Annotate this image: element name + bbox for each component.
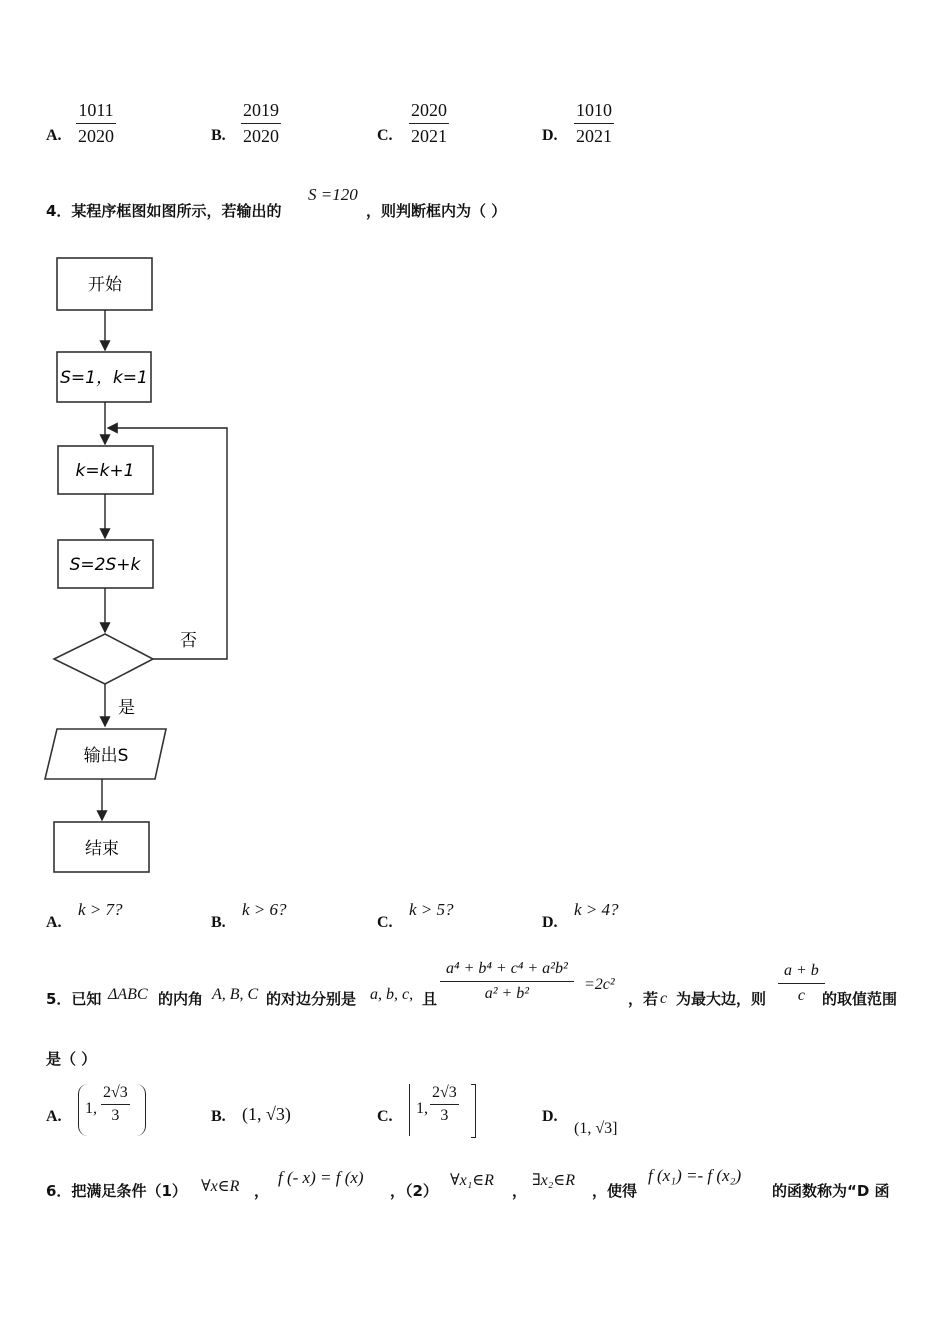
no-label: 否 (180, 631, 197, 651)
option-label: B. (211, 127, 226, 144)
init-label: S=1，k=1 (60, 368, 148, 388)
q6-stem (46, 1166, 926, 1206)
option-a-parens (78, 1084, 146, 1136)
option-fraction (101, 1084, 130, 1125)
q5-line2: 是（ ） (46, 1050, 97, 1068)
q6-text: ，（2） (390, 1182, 438, 1200)
numerator: 2020 (409, 100, 449, 124)
denominator: c (797, 987, 805, 1004)
q6-math: ∃x₂∈R (532, 1172, 575, 1189)
q5-options (46, 1082, 746, 1142)
step1-label: k=k+1 (75, 461, 135, 481)
yes-label: 是 (118, 698, 135, 718)
q5-text: 为最大边，则 (676, 990, 767, 1008)
q5-text: 的对边分别是 (266, 990, 357, 1008)
q5-text: 的内角 (158, 990, 204, 1008)
flowchart (40, 250, 250, 880)
q6-text: 的函数称为“D 函 (772, 1182, 890, 1200)
q3-options (46, 100, 746, 155)
option-text: k > 5? (409, 900, 454, 919)
option-left: 1, (85, 1100, 97, 1117)
option-label: C. (377, 1108, 393, 1125)
q5-rhs: =2c² (584, 976, 615, 993)
option-text: (1, √3] (574, 1120, 618, 1137)
q5-angles: A, B, C (212, 986, 259, 1003)
option-text: k > 6? (242, 900, 287, 919)
denominator: 3 (440, 1107, 449, 1124)
option-label: D. (542, 1108, 558, 1125)
option-left: 1, (416, 1100, 428, 1117)
q5-fraction2 (778, 962, 825, 1005)
option-label: A. (46, 127, 62, 144)
option-fraction (76, 100, 116, 147)
option-label: A. (46, 1108, 62, 1125)
q5-triangle: ΔABC (108, 986, 148, 1003)
start-label: 开始 (88, 275, 122, 295)
end-label: 结束 (85, 839, 119, 859)
numerator: 1011 (76, 100, 115, 124)
option-fraction (574, 100, 614, 147)
q6-text: ， (512, 1182, 528, 1200)
option-fraction (241, 100, 281, 147)
denominator: 2021 (411, 126, 447, 146)
output-label: 输出S (83, 746, 129, 766)
option-fraction (409, 100, 449, 147)
option-fraction (430, 1084, 459, 1125)
q5-text: ，若 (628, 990, 659, 1008)
numerator: 2√3 (430, 1084, 459, 1105)
option-label: B. (211, 914, 226, 931)
q6-math: ∀x₁∈R (450, 1172, 494, 1189)
numerator: 2√3 (101, 1084, 130, 1105)
q5-sides: a, b, c, (370, 986, 414, 1003)
q4-math: S =120 (308, 185, 358, 204)
option-label: B. (211, 1108, 226, 1125)
q6-math: f (- x) = f (x) (278, 1168, 364, 1187)
q4-prefix: 4．某程序框图如图所示，若输出的 (46, 202, 282, 220)
q6-math: f (x₁) =- f (x₂) (648, 1166, 742, 1185)
denominator: 3 (111, 1107, 120, 1124)
q5-text: 且 (422, 990, 438, 1008)
q6-text: ， (254, 1182, 270, 1200)
option-label: A. (46, 914, 62, 931)
denominator: 2020 (78, 126, 114, 146)
q6-text: 6．把满足条件（1） (46, 1182, 187, 1200)
q6-math: ∀x∈R (201, 1178, 240, 1195)
q6-text: ，使得 (592, 1182, 638, 1200)
numerator: a⁴ + b⁴ + c⁴ + a²b² (440, 960, 574, 982)
denominator: 2021 (576, 126, 612, 146)
numerator: 1010 (574, 100, 614, 124)
denominator: 2020 (243, 126, 279, 146)
numerator: a + b (778, 962, 825, 984)
numerator: 2019 (241, 100, 281, 124)
option-text: k > 7? (78, 900, 123, 919)
q5-c: c (660, 990, 668, 1007)
option-label: D. (542, 914, 558, 931)
option-c-bracket (409, 1084, 472, 1136)
q5-stem (46, 960, 926, 1020)
q5-fraction (440, 960, 574, 1003)
option-text: (1, √3) (242, 1104, 291, 1124)
q4-stem (46, 185, 906, 220)
q5-text: 5．已知 (46, 990, 102, 1008)
decision-diamond (54, 634, 153, 684)
option-label: C. (377, 914, 393, 931)
option-label: D. (542, 127, 558, 144)
option-text: k > 4? (574, 900, 619, 919)
q4-suffix: ，则判断框内为（ ） (366, 202, 507, 220)
option-label: C. (377, 127, 393, 144)
q5-text: 的取值范围 (822, 990, 898, 1008)
q4-options (46, 900, 746, 940)
step2-label: S=2S+k (69, 555, 141, 575)
denominator: a² + b² (484, 985, 530, 1002)
